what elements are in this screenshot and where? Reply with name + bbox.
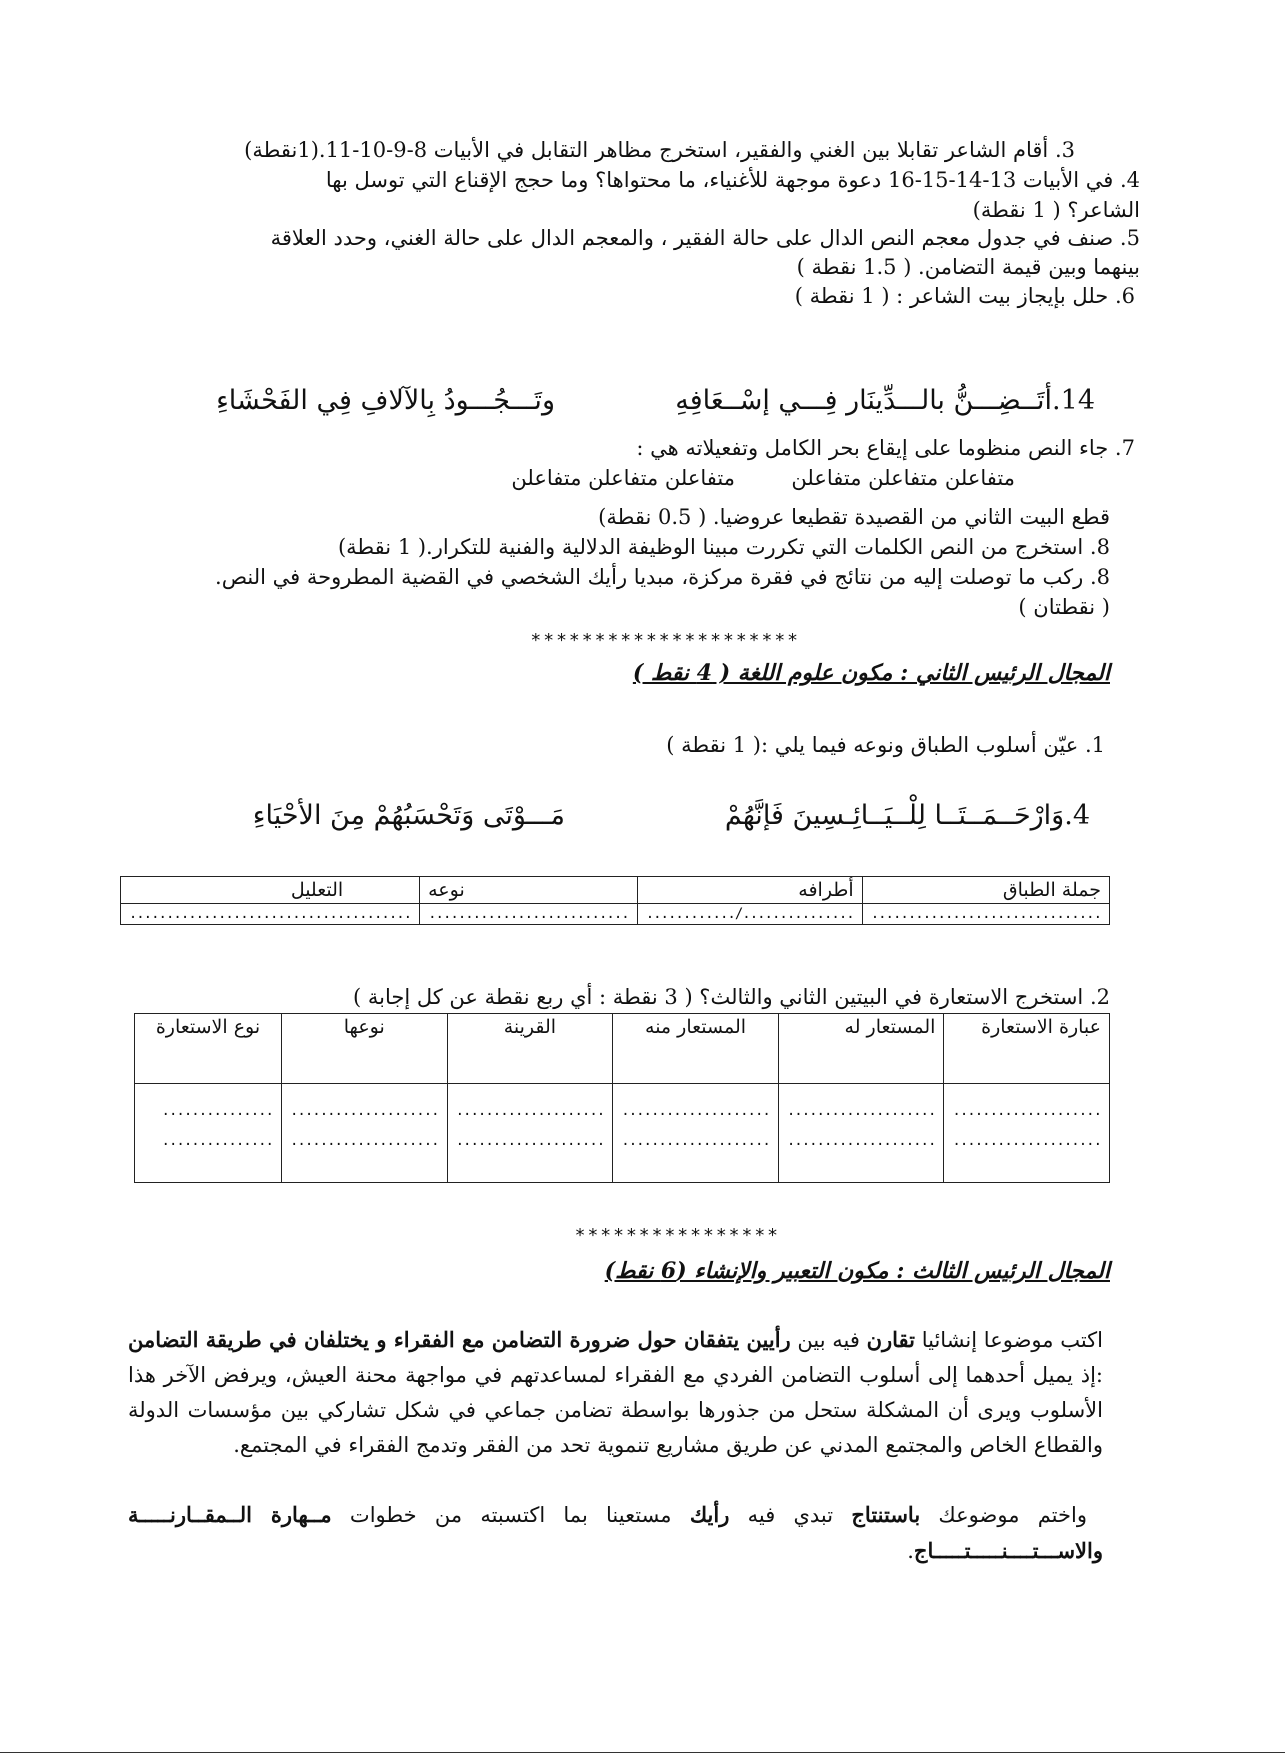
table-header: التعليل bbox=[120, 877, 419, 904]
answer-line[interactable]: .................... bbox=[786, 1133, 936, 1149]
question-7-scansion: قطع البيت الثاني من القصيدة تقطيعا عروضيا. ( 0.5 نقطة) bbox=[598, 505, 1110, 529]
section-2-title: المجال الرئيس الثاني : مكون علوم اللغة ( 4 نقط ) bbox=[632, 660, 1110, 686]
essay-prompt-paragraph-1 bbox=[128, 1322, 1103, 1463]
table-row bbox=[135, 1084, 1110, 1183]
essay-keyword: تقارن bbox=[866, 1327, 916, 1352]
metaphor-col-cell bbox=[135, 1084, 282, 1183]
section-2-question-2: 2. استخرج الاستعارة في البيتين الثاني والثالث؟ ( 3 نقطة : أي ربع نقطة عن كل إجابة ) bbox=[352, 985, 1110, 1009]
answer-line[interactable]: ............... bbox=[161, 1103, 273, 1119]
table-header: القرينة bbox=[447, 1014, 613, 1084]
question-4-line-2: الشاعر؟ ( 1 نقطة) bbox=[972, 198, 1140, 222]
metaphor-col-cell bbox=[447, 1084, 613, 1183]
answer-line[interactable]: .................... bbox=[621, 1103, 770, 1119]
separator-stars: ********************* bbox=[530, 630, 800, 651]
essay-text: فيه بين bbox=[790, 1328, 867, 1352]
question-4-line-1: 4. في الأبيات 13-14-15-16 دعوة موجهة للأغنياء، ما محتواها؟ وما حجج الإقناع التي توسل بها bbox=[325, 168, 1140, 192]
essay-text: تبدي فيه bbox=[729, 1503, 852, 1527]
essay-prompt-paragraph-2 bbox=[128, 1497, 1103, 1569]
answer-line[interactable]: .................... bbox=[289, 1103, 439, 1119]
metaphor-col-cell bbox=[778, 1084, 944, 1183]
essay-text: مستعينا بما اكتسبته من خطوات bbox=[331, 1503, 690, 1527]
metaphor-table bbox=[134, 1013, 1110, 1183]
essay-keyword: باستنتاج bbox=[851, 1502, 921, 1527]
essay-text: :إذ يميل أحدهما إلى أسلوب التضامن الفردي مع الفقراء لمساعدتهم في مواجهة محنة العيش، ويرفض الآخر هذا الأسلوب ويرى أن المشكلة ستحل من جذورها بواسطة تضامن جماعي في شكل تشاركي بين مؤسسات الدولة والقطاع الخاص والمجتمع المدني عن طريق مشاريع تنموية تحد من الفقر وتدمج الفقراء في المجتمع. bbox=[128, 1363, 1103, 1457]
answer-cell[interactable]: ........................... bbox=[420, 904, 638, 925]
essay-keyword: رأيك bbox=[689, 1502, 730, 1527]
table-header-row bbox=[135, 1014, 1110, 1084]
metaphor-col-cell bbox=[944, 1084, 1110, 1183]
page-bottom-rule bbox=[0, 1752, 1285, 1753]
table-header: المستعار منه bbox=[613, 1014, 779, 1084]
table-header: جملة الطباق bbox=[862, 877, 1109, 904]
answer-cell[interactable]: ............................... bbox=[862, 904, 1109, 925]
table-row bbox=[120, 904, 1109, 925]
question-3: 3. أقام الشاعر تقابلا بين الغني والفقير، استخرج مظاهر التقابل في الأبيات 8-9-10-11.(1نقطة) bbox=[244, 138, 1075, 162]
answer-line[interactable]: .................... bbox=[952, 1133, 1101, 1149]
answer-line[interactable]: .................... bbox=[455, 1103, 605, 1119]
answer-line[interactable]: .................... bbox=[289, 1133, 439, 1149]
answer-line[interactable]: .................... bbox=[455, 1133, 605, 1149]
essay-text: . bbox=[907, 1539, 914, 1563]
verse-14-first-hemistich: 14.أتَــضِـــنُّ بالـــدِّينَار فِـــي إسْــعَافِهِ bbox=[675, 385, 1095, 416]
table-header: المستعار له bbox=[778, 1014, 944, 1084]
separator-stars: **************** bbox=[574, 1225, 780, 1246]
question-5-line-1: 5. صنف في جدول معجم النص الدال على حالة الفقير ، والمعجم الدال على حالة الغني، وحدد العلاقة bbox=[270, 226, 1140, 250]
table-header: أطرافه bbox=[637, 877, 862, 904]
section-3-title: المجال الرئيس الثالث : مكون التعبير والإنشاء (6 نقط) bbox=[604, 1258, 1110, 1284]
answer-line[interactable]: ............... bbox=[161, 1133, 273, 1149]
table-header: نوعه bbox=[420, 877, 638, 904]
kamil-feet-a: متفاعلن متفاعلن متفاعلن bbox=[791, 466, 1015, 490]
verse-14-second-hemistich: وتَـــجُـــودُ بِالآلافِ فِي الفَحْشَاءِ bbox=[216, 385, 555, 416]
question-7: 7. جاء النص منظوما على إيقاع بحر الكامل وتفعيلاته هي : bbox=[636, 436, 1135, 460]
question-5-line-2: بينهما وبين قيمة التضامن. ( 1.5 نقطة ) bbox=[796, 255, 1140, 279]
section-2-question-1: 1. عيّن أسلوب الطباق ونوعه فيما يلي :( 1 نقطة ) bbox=[666, 733, 1105, 757]
answer-line[interactable]: .................... bbox=[952, 1103, 1101, 1119]
verse-4-second-hemistich: مَـــوْتَى وَتَحْسَبُهُمْ مِنَ الأحْيَاءِ bbox=[252, 800, 565, 831]
answer-cell[interactable]: ...................................... bbox=[120, 904, 419, 925]
table-header: نوعها bbox=[281, 1014, 447, 1084]
answer-line[interactable]: .................... bbox=[621, 1133, 770, 1149]
table-header-row bbox=[120, 877, 1109, 904]
antithesis-table bbox=[120, 876, 1110, 925]
essay-keyword: مــهارة الــمقــارنـــــة والاســـتــــنـــــتـــــاج bbox=[128, 1502, 1103, 1563]
essay-text: اكتب موضوعا إنشائيا bbox=[915, 1328, 1103, 1352]
essay-text: واختم موضوعك bbox=[920, 1503, 1087, 1527]
question-8-synthesis-line-2: ( نقطتان ) bbox=[1018, 595, 1110, 619]
table-header: عبارة الاستعارة bbox=[944, 1014, 1110, 1084]
question-8-synthesis-line-1: 8. ركب ما توصلت إليه من نتائج في فقرة مركزة، مبديا رأيك الشخصي في القضية المطروحة في النص. bbox=[215, 565, 1110, 589]
table-header: نوع الاستعارة bbox=[135, 1014, 282, 1084]
question-8-repetition: 8. استخرج من النص الكلمات التي تكررت مبينا الوظيفة الدلالية والفنية للتكرار.( 1 نقطة) bbox=[337, 535, 1110, 559]
verse-4-first-hemistich: 4.وَارْحَــمَــتَــا لِلْــيَــائِـسِينَ فَإنَّهُمْ bbox=[724, 800, 1090, 831]
metaphor-col-cell bbox=[281, 1084, 447, 1183]
answer-line[interactable]: .................... bbox=[786, 1103, 936, 1119]
essay-keyword: رأيين يتفقان حول ضرورة التضامن مع الفقراء و يختلفان في طريقة التضامن bbox=[128, 1327, 791, 1352]
question-6: 6. حلل بإيجاز بيت الشاعر : ( 1 نقطة ) bbox=[794, 284, 1135, 308]
answer-cell[interactable]: .............../............ bbox=[637, 904, 862, 925]
metaphor-col-cell bbox=[613, 1084, 779, 1183]
kamil-feet-b: متفاعلن متفاعلن متفاعلن bbox=[511, 466, 735, 490]
